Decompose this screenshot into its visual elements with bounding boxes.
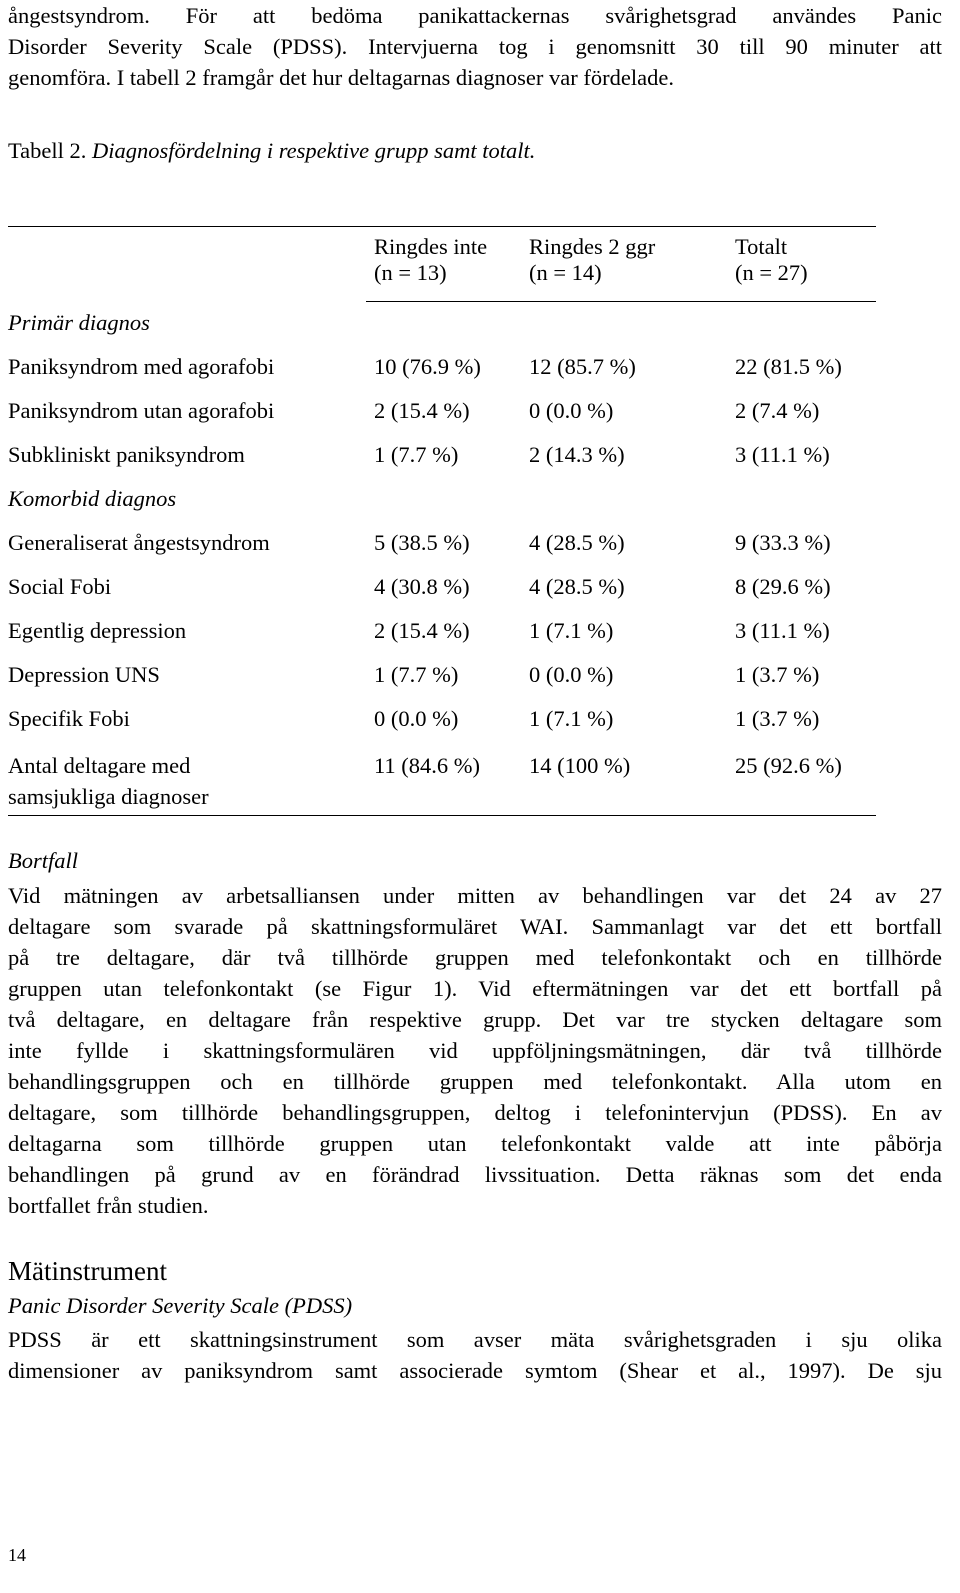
pdss-line: dimensioner av paniksyndrom samt associerade symtom (Shear et al., 1997). De sju [8, 1358, 942, 1383]
table-row [8, 697, 876, 741]
cell-totalt: 25 (92.6 %) [735, 753, 842, 778]
cell-totalt: 8 (29.6 %) [735, 574, 831, 599]
row-label: Social Fobi [8, 574, 112, 599]
table-row [8, 389, 876, 433]
section-row [8, 301, 876, 345]
bortfall-line: deltagare som svarade på skattningsformuläret WAI. Sammanlagt var det ett bortfall [8, 914, 942, 939]
cell-ringdes-inte: 4 (30.8 %) [374, 574, 470, 599]
bortfall-line: gruppen utan telefonkontakt (se Figur 1). Vid eftermätningen var det ett bortfall på [8, 976, 942, 1001]
cell-ringdes-2-ggr: 4 (28.5 %) [529, 574, 625, 599]
pdss-paragraph [8, 1324, 942, 1386]
table-row [8, 433, 876, 477]
diagnosis-table [8, 226, 876, 828]
cell-totalt: 9 (33.3 %) [735, 530, 831, 555]
cell-totalt: 1 (3.7 %) [735, 706, 820, 731]
row-label: Paniksyndrom utan agorafobi [8, 398, 275, 423]
cell-totalt: 22 (81.5 %) [735, 354, 842, 379]
bortfall-line: deltagarna som tillhörde gruppen utan telefonkontakt valde att inte påbörja [8, 1131, 942, 1156]
cell-ringdes-inte: 1 (7.7 %) [374, 662, 459, 687]
row-label: Paniksyndrom med agorafobi [8, 354, 275, 379]
cell-ringdes-2-ggr: 1 (7.1 %) [529, 706, 614, 731]
bortfall-line: Vid mätningen av arbetsalliansen under mitten av behandlingen var det 24 av 27 [8, 883, 942, 908]
cell-totalt: 3 (11.1 %) [735, 442, 830, 467]
cell-ringdes-inte: 2 (15.4 %) [374, 618, 470, 643]
bortfall-heading: Bortfall [8, 848, 79, 873]
cell-ringdes-2-ggr: 0 (0.0 %) [529, 662, 614, 687]
cell-ringdes-inte: 1 (7.7 %) [374, 442, 459, 467]
row-label: Depression UNS [8, 662, 160, 687]
table-row [8, 741, 876, 828]
table-row [8, 653, 876, 697]
section-row [8, 477, 876, 521]
header-totalt: Totalt (n = 27) [735, 234, 808, 285]
row-label: Specifik Fobi [8, 706, 130, 731]
intro-paragraph [8, 0, 942, 93]
intro-line: genomföra. I tabell 2 framgår det hur deltagarnas diagnoser var fördelade. [8, 65, 674, 90]
intro-line: Disorder Severity Scale (PDSS). Intervjuerna tog i genomsnitt 30 till 90 minuter att [8, 34, 942, 59]
bortfall-line: deltagare, som tillhörde behandlingsgruppen, deltog i telefonintervjun (PDSS). En av [8, 1100, 942, 1125]
cell-ringdes-inte: 5 (38.5 %) [374, 530, 470, 555]
pdss-line: PDSS är ett skattningsinstrument som avser mäta svårighetsgraden i sju olika [8, 1327, 942, 1352]
cell-totalt: 1 (3.7 %) [735, 662, 820, 687]
table-header-row [8, 226, 876, 301]
cell-ringdes-inte: 0 (0.0 %) [374, 706, 459, 731]
cell-ringdes-2-ggr: 1 (7.1 %) [529, 618, 614, 643]
bortfall-line: behandlingen på grund av en förändrad livssituation. Detta räknas som det enda [8, 1162, 942, 1187]
row-label: Subkliniskt paniksyndrom [8, 442, 245, 467]
cell-ringdes-2-ggr: 4 (28.5 %) [529, 530, 625, 555]
cell-ringdes-2-ggr: 2 (14.3 %) [529, 442, 625, 467]
bortfall-line: behandlingsgruppen och en tillhörde gruppen med telefonkontakt. Alla utom en [8, 1069, 942, 1094]
cell-ringdes-inte: 11 (84.6 %) [374, 753, 481, 778]
table-caption [8, 138, 535, 164]
cell-ringdes-2-ggr: 12 (85.7 %) [529, 354, 636, 379]
header-ringdes-inte: Ringdes inte (n = 13) [374, 234, 488, 285]
cell-totalt: 3 (11.1 %) [735, 618, 830, 643]
cell-ringdes-inte: 2 (15.4 %) [374, 398, 470, 423]
cell-ringdes-2-ggr: 0 (0.0 %) [529, 398, 614, 423]
row-label: Egentlig depression [8, 618, 187, 643]
intro-line: ångestsyndrom. För att bedöma panikattackernas svårighetsgrad användes Panic [8, 3, 942, 28]
table-caption-label: Tabell 2. [8, 138, 93, 163]
bortfall-line: två deltagare, en deltagare från respektive grupp. Det var tre stycken deltagare som [8, 1007, 942, 1032]
table-row [8, 345, 876, 389]
cell-ringdes-inte: 10 (76.9 %) [374, 354, 481, 379]
header-ringdes-2-ggr: Ringdes 2 ggr (n = 14) [529, 234, 656, 285]
bortfall-line: inte fyllde i skattningsformulären vid uppföljningsmätningen, där två tillhörde [8, 1038, 942, 1063]
matinstrument-heading: Mätinstrument [8, 1256, 167, 1286]
bortfall-line: bortfallet från studien. [8, 1193, 209, 1218]
table-row [8, 521, 876, 565]
table-caption-title: Diagnosfördelning i respektive grupp samt totalt. [92, 138, 536, 163]
page-number: 14 [8, 1545, 26, 1565]
table-row [8, 609, 876, 653]
section-comorbid-heading: Komorbid diagnos [8, 486, 177, 511]
section-primary-heading: Primär diagnos [8, 310, 150, 335]
row-label: Generaliserat ångestsyndrom [8, 530, 270, 555]
bortfall-paragraph [8, 880, 942, 1221]
bortfall-line: på tre deltagare, där två tillhörde gruppen med telefonkontakt och en tillhörde [8, 945, 942, 970]
pdss-subheading: Panic Disorder Severity Scale (PDSS) [8, 1293, 353, 1318]
table-row [8, 565, 876, 609]
cell-totalt: 2 (7.4 %) [735, 398, 820, 423]
cell-ringdes-2-ggr: 14 (100 %) [529, 753, 631, 778]
row-label: Antal deltagare med samsjukliga diagnoser [8, 753, 209, 809]
